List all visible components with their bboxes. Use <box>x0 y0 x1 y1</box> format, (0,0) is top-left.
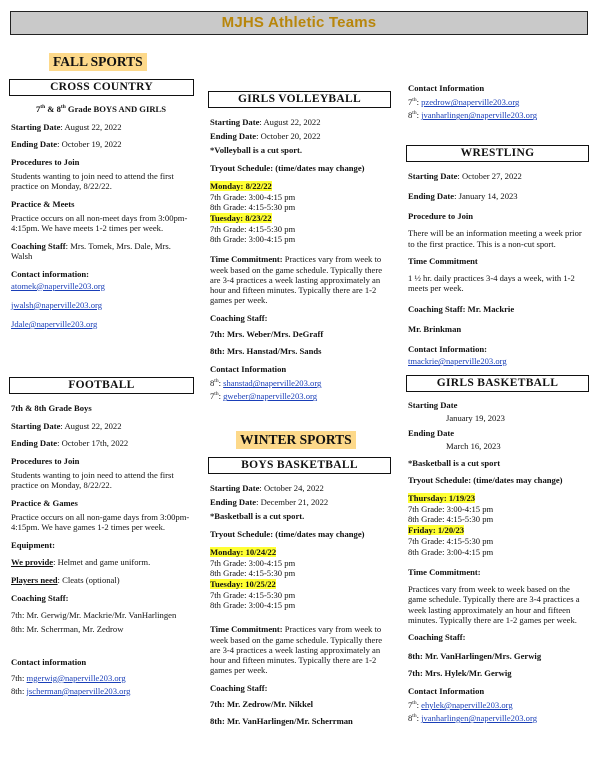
gv-tryout-label: Tryout Schedule: (time/dates may change) <box>210 162 365 173</box>
cc-coaching: Coaching Staff: Mrs. Tomek, Mrs. Dale, Mrs. Walsh <box>11 240 171 261</box>
gv-contact-label: Contact Information <box>210 364 287 375</box>
gb-day1: Thursday: 1/19/23 <box>408 492 476 503</box>
gv-day2: Tuesday: 8/23/22 <box>210 212 272 223</box>
gv-time: Time Commitment: Practices vary from week to week based on the game schedule. Typically there are 3-4 practices a week lasting approximately an hour and fifteen minutes. Typically there are 1-2 games per week. <box>210 254 383 305</box>
cc-end: Ending Date: October 19, 2022 <box>11 139 122 150</box>
gv-coach-8: 8th: Mrs. Hanstad/Mrs. Sands <box>210 346 322 357</box>
gv-coach-7: 7th: Mrs. Weber/Mrs. DeGraff <box>210 328 324 339</box>
gv-email-7[interactable]: gweber@naperville203.org <box>223 391 318 402</box>
bb-cut: *Basketball is a cut sport. <box>210 511 305 522</box>
gb-email-8[interactable]: jvanharlingen@naperville203.org <box>421 713 537 724</box>
bb-coach-8: 8th: Mr. VanHarlingen/Mr. Scherrman <box>210 716 353 727</box>
wr-start: Starting Date: October 27, 2022 <box>408 171 522 181</box>
gb-email-7[interactable]: ehylek@naperville203.org <box>421 699 513 710</box>
gb-time-label: Time Commitment: <box>408 566 481 577</box>
gb-coach-7: 7th: Mrs. Hylek/Mr. Gerwig <box>408 668 512 679</box>
fb-end: Ending Date: October 17th, 2022 <box>11 438 129 449</box>
wrestling-header: WRESTLING <box>406 145 589 162</box>
bb-day1-7: 7th Grade: 3:00-4:15 pm <box>210 557 296 568</box>
gb-tryout-label: Tryout Schedule: (time/dates may change) <box>408 475 563 486</box>
bb-end: Ending Date: December 21, 2022 <box>210 497 329 508</box>
wr-time-label: Time Commitment <box>408 256 478 267</box>
gb-day2-8: 8th Grade: 3:00-4:15 pm <box>408 546 494 557</box>
cc-start: Starting Date: August 22, 2022 <box>11 121 122 132</box>
top-contact-label: Contact Information <box>408 83 485 93</box>
gv-day1-7: 7th Grade: 3:00-4:15 pm <box>210 191 296 202</box>
cc-practice-label: Practice & Meets <box>11 198 75 209</box>
gb-day2: Friday: 1/20/23 <box>408 525 465 536</box>
bb-start: Starting Date: October 24, 2022 <box>210 483 324 493</box>
gb-end: March 16, 2023 <box>446 441 501 452</box>
fb-practice: Practice occurs on all non-game days from 3:00pm-4:15pm. We have games 1-2 times per week. <box>11 511 190 533</box>
wr-time: 1 ½ hr. daily practices 3-4 days a week, with 1-2 meets per week. <box>408 273 575 294</box>
fb-procedures-label: Procedures to Join <box>11 455 80 466</box>
boys-basketball-header: BOYS BASKETBALL <box>208 457 391 474</box>
wr-email[interactable]: tmackrie@naperville203.org <box>408 356 507 367</box>
gb-coaching-label: Coaching Staff: <box>408 632 466 643</box>
fb-practice-label: Practice & Games <box>11 497 78 508</box>
cc-email-jwalsh[interactable]: jwalsh@naperville203.org <box>11 299 103 310</box>
gb-end-label: Ending Date <box>408 428 455 439</box>
bb-day1: Monday: 10/24/22 <box>210 546 277 557</box>
football-header: FOOTBALL <box>9 377 194 394</box>
fb-contact-label: Contact information <box>11 656 87 667</box>
cc-email-atomek[interactable]: atomek@naperville203.org <box>11 280 105 291</box>
cross-country-section <box>11 104 191 337</box>
wr-contact-label: Contact Information: <box>408 343 488 354</box>
wr-procedure-label: Procedure to Join <box>408 211 474 222</box>
girls-basketball-section: Starting Date January 19, 2023 Ending Date March 16, 2023 *Basketball is a cut sport Tryout Schedule: (time/dates may change) Thursday: 1/19/23 7th Grade: 3:00-4:15 pm 8th Grade: 4:15-5:30 pm Friday: 1/20/23 7th Grade: 4:15-5:30 pm 8th Grade: 3:00-4:15 pm Time Commitment: Practices vary from week to week based on the game schedule. Typically there are 3-4 practices a week lasting approximately an hour and fifteen minutes. Typically there are 1-2 games per week. Coaching Staff: 8th: Mr. VanHarlingen/Mrs. Gerwig 7th: Mrs. Hylek/Mr. Gerwig Contact Information 7th: ehylek@naperville203.org 8th: jvanharlingen@naperville203.org <box>408 400 588 731</box>
gv-day1-8: 8th Grade: 4:15-5:30 pm <box>210 201 296 212</box>
cc-procedures: Students wanting to join need to attend the first practice on Monday, 8/22/22. <box>11 171 174 192</box>
fb-equipment-label: Equipment: <box>11 539 55 550</box>
gv-start: Starting Date: August 22, 2022 <box>210 117 321 127</box>
gb-day2-7: 7th Grade: 4:15-5:30 pm <box>408 536 494 547</box>
boys-basketball-section <box>210 483 390 734</box>
cc-email-jdale[interactable]: Jdale@naperville203.org <box>11 318 98 329</box>
fb-coach-7: 7th: Mr. Gerwig/Mr. Mackrie/Mr. VanHarlingen <box>11 610 177 621</box>
girls-volleyball-header: GIRLS VOLLEYBALL <box>208 91 391 108</box>
cc-procedures-label: Procedures to Join <box>11 156 80 167</box>
gv-day2-8: 8th Grade: 3:00-4:15 pm <box>210 234 296 245</box>
fb-coaching-label: Coaching Staff: <box>11 592 69 603</box>
girls-basketball-header: GIRLS BASKETBALL <box>406 375 589 392</box>
gb-coach-8: 8th: Mr. VanHarlingen/Mrs. Gerwig <box>408 650 542 661</box>
bb-tryout-label: Tryout Schedule: (time/dates may change) <box>210 528 365 539</box>
top-email-7[interactable]: pzedrow@naperville203.org <box>421 97 520 108</box>
gb-time: Practices vary from week to week based on the game schedule. Typically there are 3-4 practices a week lasting approximately an hour and fifteen minutes. Typically there are 1-2 games per week. <box>408 584 580 625</box>
bb-coach-7: 7th: Mr. Zedrow/Mr. Nikkel <box>210 698 314 709</box>
gv-day2-7: 7th Grade: 4:15-5:30 pm <box>210 224 296 235</box>
gv-day1: Monday: 8/22/22 <box>210 180 272 191</box>
football-section: 7th & 8th Grade Boys Starting Date: August 22, 2022 Ending Date: October 17th, 2022 Procedures to Join Students wanting to join need to attend the first practice on Monday, 8/22/22. Practice & Games Practice occurs on all non-game days from 3:00pm-4:15pm. We have games 1-2 times per week. Equipment: We provide: Helmet and game uniform. Players need: Cleats (optional) Coaching Staff: 7th: Mr. Gerwig/Mr. Mackrie/Mr. VanHarlingen 8th: Mr. Scherrman, Mr. Zedrow Contact information 7th: mgerwig@naperville203.org 8th: jscherman@naperville203.org <box>11 403 190 696</box>
fb-procedures: Students wanting to join need to attend the first practice on Monday, 8/22/22. <box>11 470 174 491</box>
fall-sports-title: FALL SPORTS <box>49 53 147 71</box>
bb-day2: Tuesday: 10/25/22 <box>210 578 276 589</box>
gv-cut: *Volleyball is a cut sport. <box>210 145 303 156</box>
fb-grades: 7th & 8th Grade Boys <box>11 403 92 413</box>
cross-country-header: CROSS COUNTRY <box>9 79 194 96</box>
girls-volleyball-section: Starting Date: August 22, 2022 Ending Date: October 20, 2022 *Volleyball is a cut sport. Tryout Schedule: (time/dates may change) Monday: 8/22/22 7th Grade: 3:00-4:15 pm 8th Grade: 4:15-5:30 pm Tuesday: 8/23/22 7th Grade: 4:15-5:30 pm 8th Grade: 3:00-4:15 pm Time Commitment: Practices vary from week to week based on the game schedule. Typically there are 3-4 practices a week lasting approximately an hour and fifteen minutes. Typically there are 1-2 games per week. Coaching Staff: 7th: Mrs. Weber/Mrs. DeGraff 8th: Mrs. Hanstad/Mrs. Sands Contact Information 8th: shanstad@naperville203.org 7th: gweber@naperville203.org <box>210 117 390 409</box>
gb-contact-label: Contact Information <box>408 685 485 696</box>
page-banner <box>10 11 588 35</box>
gv-coaching-label: Coaching Staff: <box>210 312 268 323</box>
banner-title: MJHS Athletic Teams <box>221 14 377 32</box>
bb-coaching-label: Coaching Staff: <box>210 682 268 693</box>
gv-end: Ending Date: October 20, 2022 <box>210 131 321 142</box>
wrestling-section <box>408 171 588 374</box>
winter-sports-title: WINTER SPORTS <box>236 431 356 449</box>
fb-email-8[interactable]: jscherman@naperville203.org <box>26 685 131 696</box>
gb-start: January 19, 2023 <box>446 413 505 424</box>
gb-start-label: Starting Date <box>408 400 458 410</box>
cc-practice: Practice occurs on all non-meet days from 3:00pm-4:15pm. We have meets 1-2 times per week. <box>11 212 188 234</box>
bb-day2-8: 8th Grade: 3:00-4:15 pm <box>210 600 296 611</box>
wr-procedure: There will be an information meeting a week prior to the first practice. This is a non-cut sport. <box>408 228 582 249</box>
fb-players: Players need: Cleats (optional) <box>11 575 120 586</box>
fb-email-7[interactable]: mgerwig@naperville203.org <box>26 672 126 683</box>
bb-day1-8: 8th Grade: 4:15-5:30 pm <box>210 567 296 578</box>
bb-day2-7: 7th Grade: 4:15-5:30 pm <box>210 590 296 601</box>
wr-coaching: Coaching Staff: Mr. Mackrie <box>408 303 515 314</box>
top-email-8[interactable]: jvanharlingen@naperville203.org <box>421 110 537 121</box>
gb-day1-7: 7th Grade: 3:00-4:15 pm <box>408 503 494 514</box>
top-contact-section: Contact Information 7th: pzedrow@naperville203.org 8th: jvanharlingen@naperville203.org <box>408 83 588 128</box>
bb-time: Time Commitment: Practices vary from week to week based on the game schedule. Typically there are 3-4 practices a week lasting approximately an hour and fifteen minutes. Typically there are 1-2 games per week. <box>210 624 383 675</box>
gb-day1-8: 8th Grade: 4:15-5:30 pm <box>408 514 494 525</box>
cc-grades: 7th & 8th Grade BOYS AND GIRLS <box>35 104 167 114</box>
gv-email-8[interactable]: shanstad@naperville203.org <box>223 378 322 389</box>
fb-coach-8: 8th: Mr. Scherrman, Mr. Zedrow <box>11 624 124 635</box>
wr-end: Ending Date: January 14, 2023 <box>408 191 518 202</box>
gb-cut: *Basketball is a cut sport <box>408 457 501 468</box>
wr-coach2: Mr. Brinkman <box>408 323 462 334</box>
cc-contact-label: Contact information: <box>11 268 90 279</box>
fb-provide: We provide: Helmet and game uniform. <box>11 557 151 568</box>
fb-start: Starting Date: August 22, 2022 <box>11 420 122 431</box>
